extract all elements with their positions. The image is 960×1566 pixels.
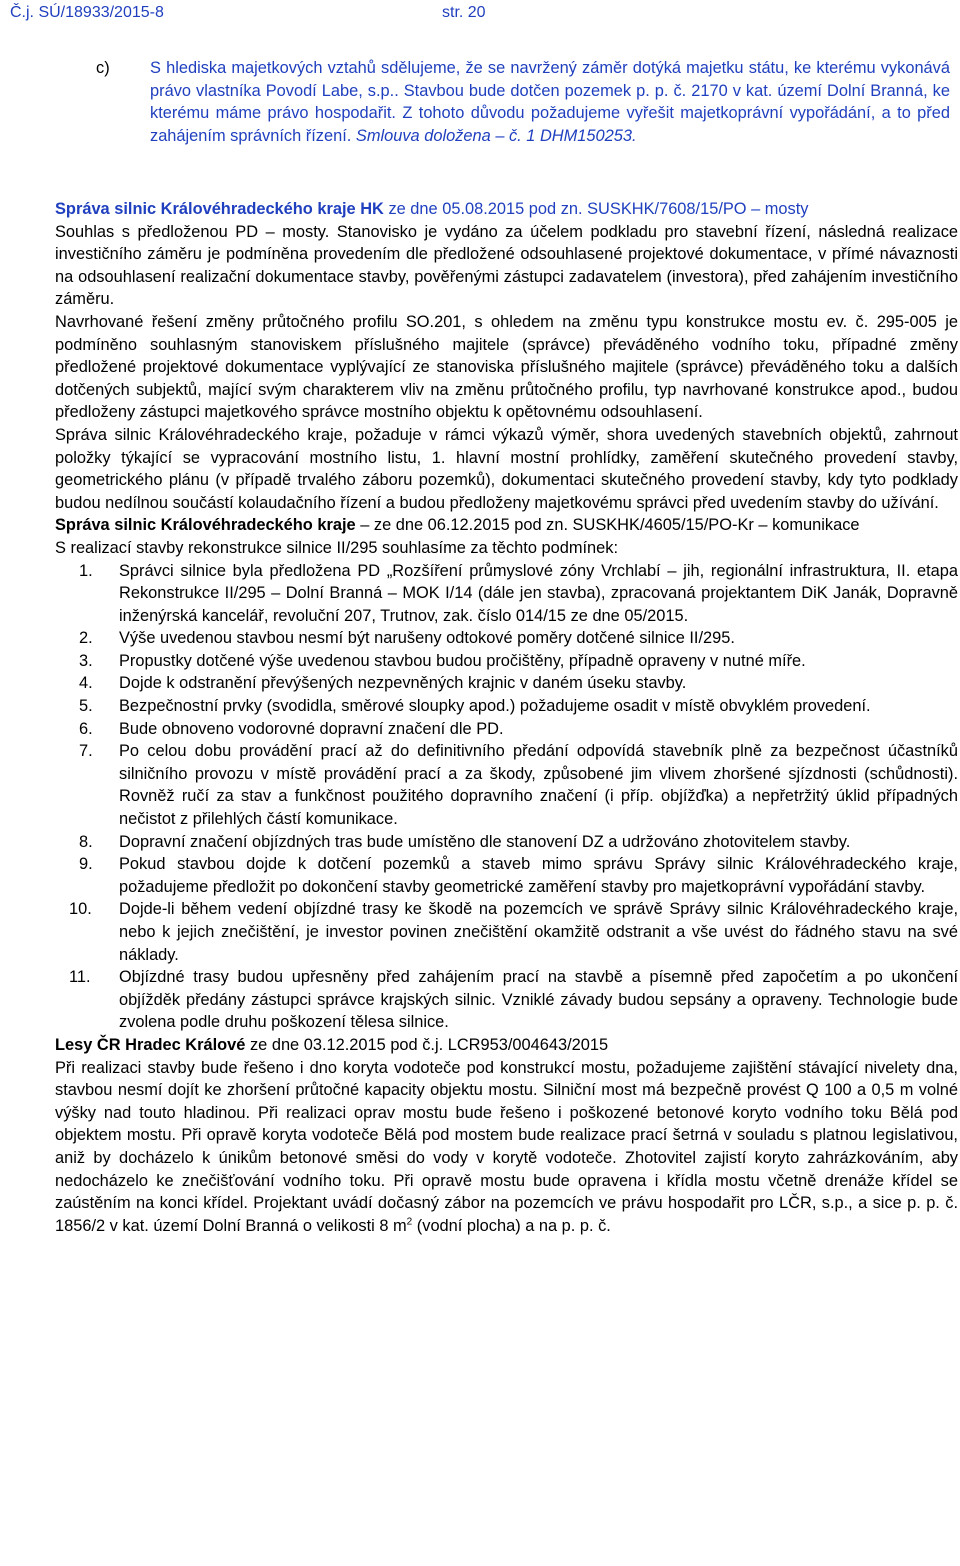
list-item: 3. Propustky dotčené výše uvedenou stavbou budou pročištěny, případně opraveny v nutné míře.	[79, 651, 806, 670]
section-c-label: c)	[96, 59, 110, 77]
list-item: 1. Správci silnice byla předložena PD „Rozšíření průmyslové zóny Vrchlabí – jih, regionální infrastruktura, II. etapa Rekonstrukce II/295 – Dolní Branná – MOK I/14 (dále jen stavba), zpracovaná projektantem DiK Janák, Dopravně inženýrská kancelář, revoluční 207, Trutnov, zak. číslo 014/15 ze dne 05/2015.	[79, 561, 958, 625]
list-item: 8. Dopravní značení objízdných tras bude umístěno dle stanovení DZ a udržováno zhotovitelem stavby.	[79, 832, 851, 851]
list-item: 11. Objízdné trasy budou upřesněny před zahájením prací na stavbě a písemně před započetím a po ukončení objížděk předány zástupci správce krajských silnic. Vzniklé závady budou sepsány a opraveny. Technologie bude zvolena podle druhu poškození tělesa silnice.	[69, 968, 958, 1032]
page-header	[10, 4, 950, 26]
list-item: 2. Výše uvedenou stavbou nesmí být narušeny odtokové poměry dotčené silnice II/295.	[79, 629, 735, 648]
list-item: 9. Pokud stavbou dojde k dotčení pozemků a staveb mimo správu Správy silnic Královéhradeckého kraje, požadujeme předložit po dokončení stavby geometrické zaměření stavby pro majetkoprávní vypořádání stavby.	[79, 855, 958, 896]
list-item: 7. Po celou dobu provádění prací až do definitivního předání odpovídá stavebník plně za bezpečnost účastníků silničního provozu v místě provádění prací a za škody, způsobené jim vlivem zhoršené sjízdnosti (schůdnosti). Rovněž ručí za stav a funkčnost použitého dopravního značení (i příp. objížďka) a nepřetržitý úklid případných nečistot z přilehlých částí komunikace.	[79, 742, 958, 829]
contract-note: Smlouva doložena – č. 1 DHM150253.	[355, 126, 637, 145]
conditions-list	[55, 560, 958, 1034]
lesy-org: Lesy ČR Hradec Králové	[55, 1035, 246, 1054]
ssk-mosty-section	[55, 198, 958, 1237]
ssk-komunikace-intro: S realizací stavby rekonstrukce silnice II/295 souhlasíme za těchto podmínek:	[55, 538, 619, 557]
section-c-paragraph: S hlediska majetkových vztahů sdělujeme, že se navržený záměr dotýká majetku státu, ke kterému vykonává právo vlastníka Povodí Labe, s.p.. Stavbou bude dotčen pozemek p. p. č. 2170 v kat. území Dolní Branná, ke kterému máme právo hospodařit. Z tohoto důvodu požadujeme vyřešit majetkoprávní vypořádání, a to před zahájením správních řízení.	[150, 59, 950, 145]
lesy-heading	[55, 1034, 958, 1057]
lesy-ref: ze dne 03.12.2015 pod č.j. LCR953/004643/2015	[245, 1035, 609, 1054]
list-item: 5. Bezpečnostní prvky (svodidla, směrové sloupky apod.) požadujeme osadit v místě obvyklém provedení.	[79, 697, 871, 716]
ssk-komunikace-heading	[55, 514, 958, 537]
ssk-mosty-paragraph-1: Souhlas s předloženou PD – mosty. Stanovisko je vydáno za účelem podkladu pro stavební řízení, následná realizace investičního záměru je podmíněna provedením dle předložené odsouhlasené projektové dokumentace, v přímé návaznosti na odsouhlasení realizační dokumentace stavby, pověřenými zástupci zadavatelem (investora), před zahájením investičního záměru.	[55, 222, 958, 309]
list-item: 6. Bude obnoveno vodorovné dopravní značení dle PD.	[79, 719, 504, 738]
lesy-paragraph: Při realizaci stavby bude řešeno i dno koryta vodoteče pod konstrukcí mostu, požadujeme zajištění stávající nivelety dna, stavbou nesmí dojít ke zhoršení průtočné kapacity objektu mostu. Silniční most má bezpečně provést Q 100 a 0,5 m volné výšky nad touto hladinou. Při realizaci oprav mostu bude řešeno i poškozené betonové koryto vodního toku Bělá pod objektem mostu. Při opravě koryta vodoteče Bělá pod mostem bude realizace prací šetrná v souladu s platnou legislativou, aniž by docházelo k únikům betonové směsi do vody v korytě vodoteče. Zhotovitel zajistí koryto zahrázkováním, aby nedocházelo ke znečišťování vodního toku. Při opravě mostu bude opravena i křídla mostu včetně drenáže křídel se zaústěním na konci křídel. Projektant uvádí dočasný zábor na pozemcích ve právu hospodařit pro LČR, s.p., a sice p. p. č. 1856/2 v kat. území Dolní Branná o velikosti 8 $m^2$ (vodní plocha) a na p. p. č.	[55, 1058, 958, 1235]
list-item: 4. Dojde k odstranění převýšených nezpevněných krajnic v daném úseku stavby.	[79, 674, 687, 693]
ssk-mosty-paragraph-3: Správa silnic Královéhradeckého kraje, požaduje v rámci výkazů výměr, shora uvedených stavebních objektů, zahrnout položky týkající se vypracování mostního listu, 1. hlavní mostní prohlídky, zaměření skutečného provedení stavby, geometrického plánu (v případě trvalého záboru pozemků), dokumentaci skutečného provedení stavby, kdy tyto podklady budou nedílnou součástí kolaudačního řízení a budou předloženy majetkovému správci před uvedením stavby do užívání.	[55, 425, 958, 512]
ssk-komunikace-ref: – ze dne 06.12.2015 pod zn. SUSKHK/4605/15/PO-Kr – komunikace	[355, 516, 860, 535]
list-item: 10. Dojde-li během vedení objízdné trasy ke škodě na pozemcích ve správě Správy silnic Královéhradeckého kraje, nebo k jejich znečištění, je investor povinen znečištění okamžitě odstranit a vše uvést do řádného stavu na své náklady.	[69, 900, 958, 964]
page-number: str. 20	[442, 4, 486, 21]
ssk-mosty-ref: ze dne 05.08.2015 pod zn. SUSKHK/7608/15/PO – mosty	[383, 200, 809, 218]
ssk-mosty-org: Správa silnic Královéhradeckého kraje HK	[55, 200, 384, 218]
section-c	[96, 57, 950, 167]
ssk-komunikace-org: Správa silnic Královéhradeckého kraje	[55, 516, 356, 535]
section-c-text	[150, 57, 950, 147]
document-reference: Č.j. SÚ/18933/2015-8	[10, 4, 164, 21]
ssk-mosty-heading	[55, 198, 958, 221]
ssk-mosty-paragraph-2: Navrhované řešení změny průtočného profilu SO.201, s ohledem na změnu typu konstrukce mostu ev. č. 295-005 je podmíněno souhlasným stanoviskem příslušného majitele (správce) převáděného vodního toku, případné změny předložené projektové dokumentace vyplývající ze stanoviska příslušného majitele (správce) převáděného toku a dalších dotčených subjektů, mající svým charakterem vliv na změnu průtočného profilu, typ navrhované konstrukce apod., budou předloženy zástupci majetkového správce mostního objektu k opětovnému odsouhlasení.	[55, 312, 958, 422]
